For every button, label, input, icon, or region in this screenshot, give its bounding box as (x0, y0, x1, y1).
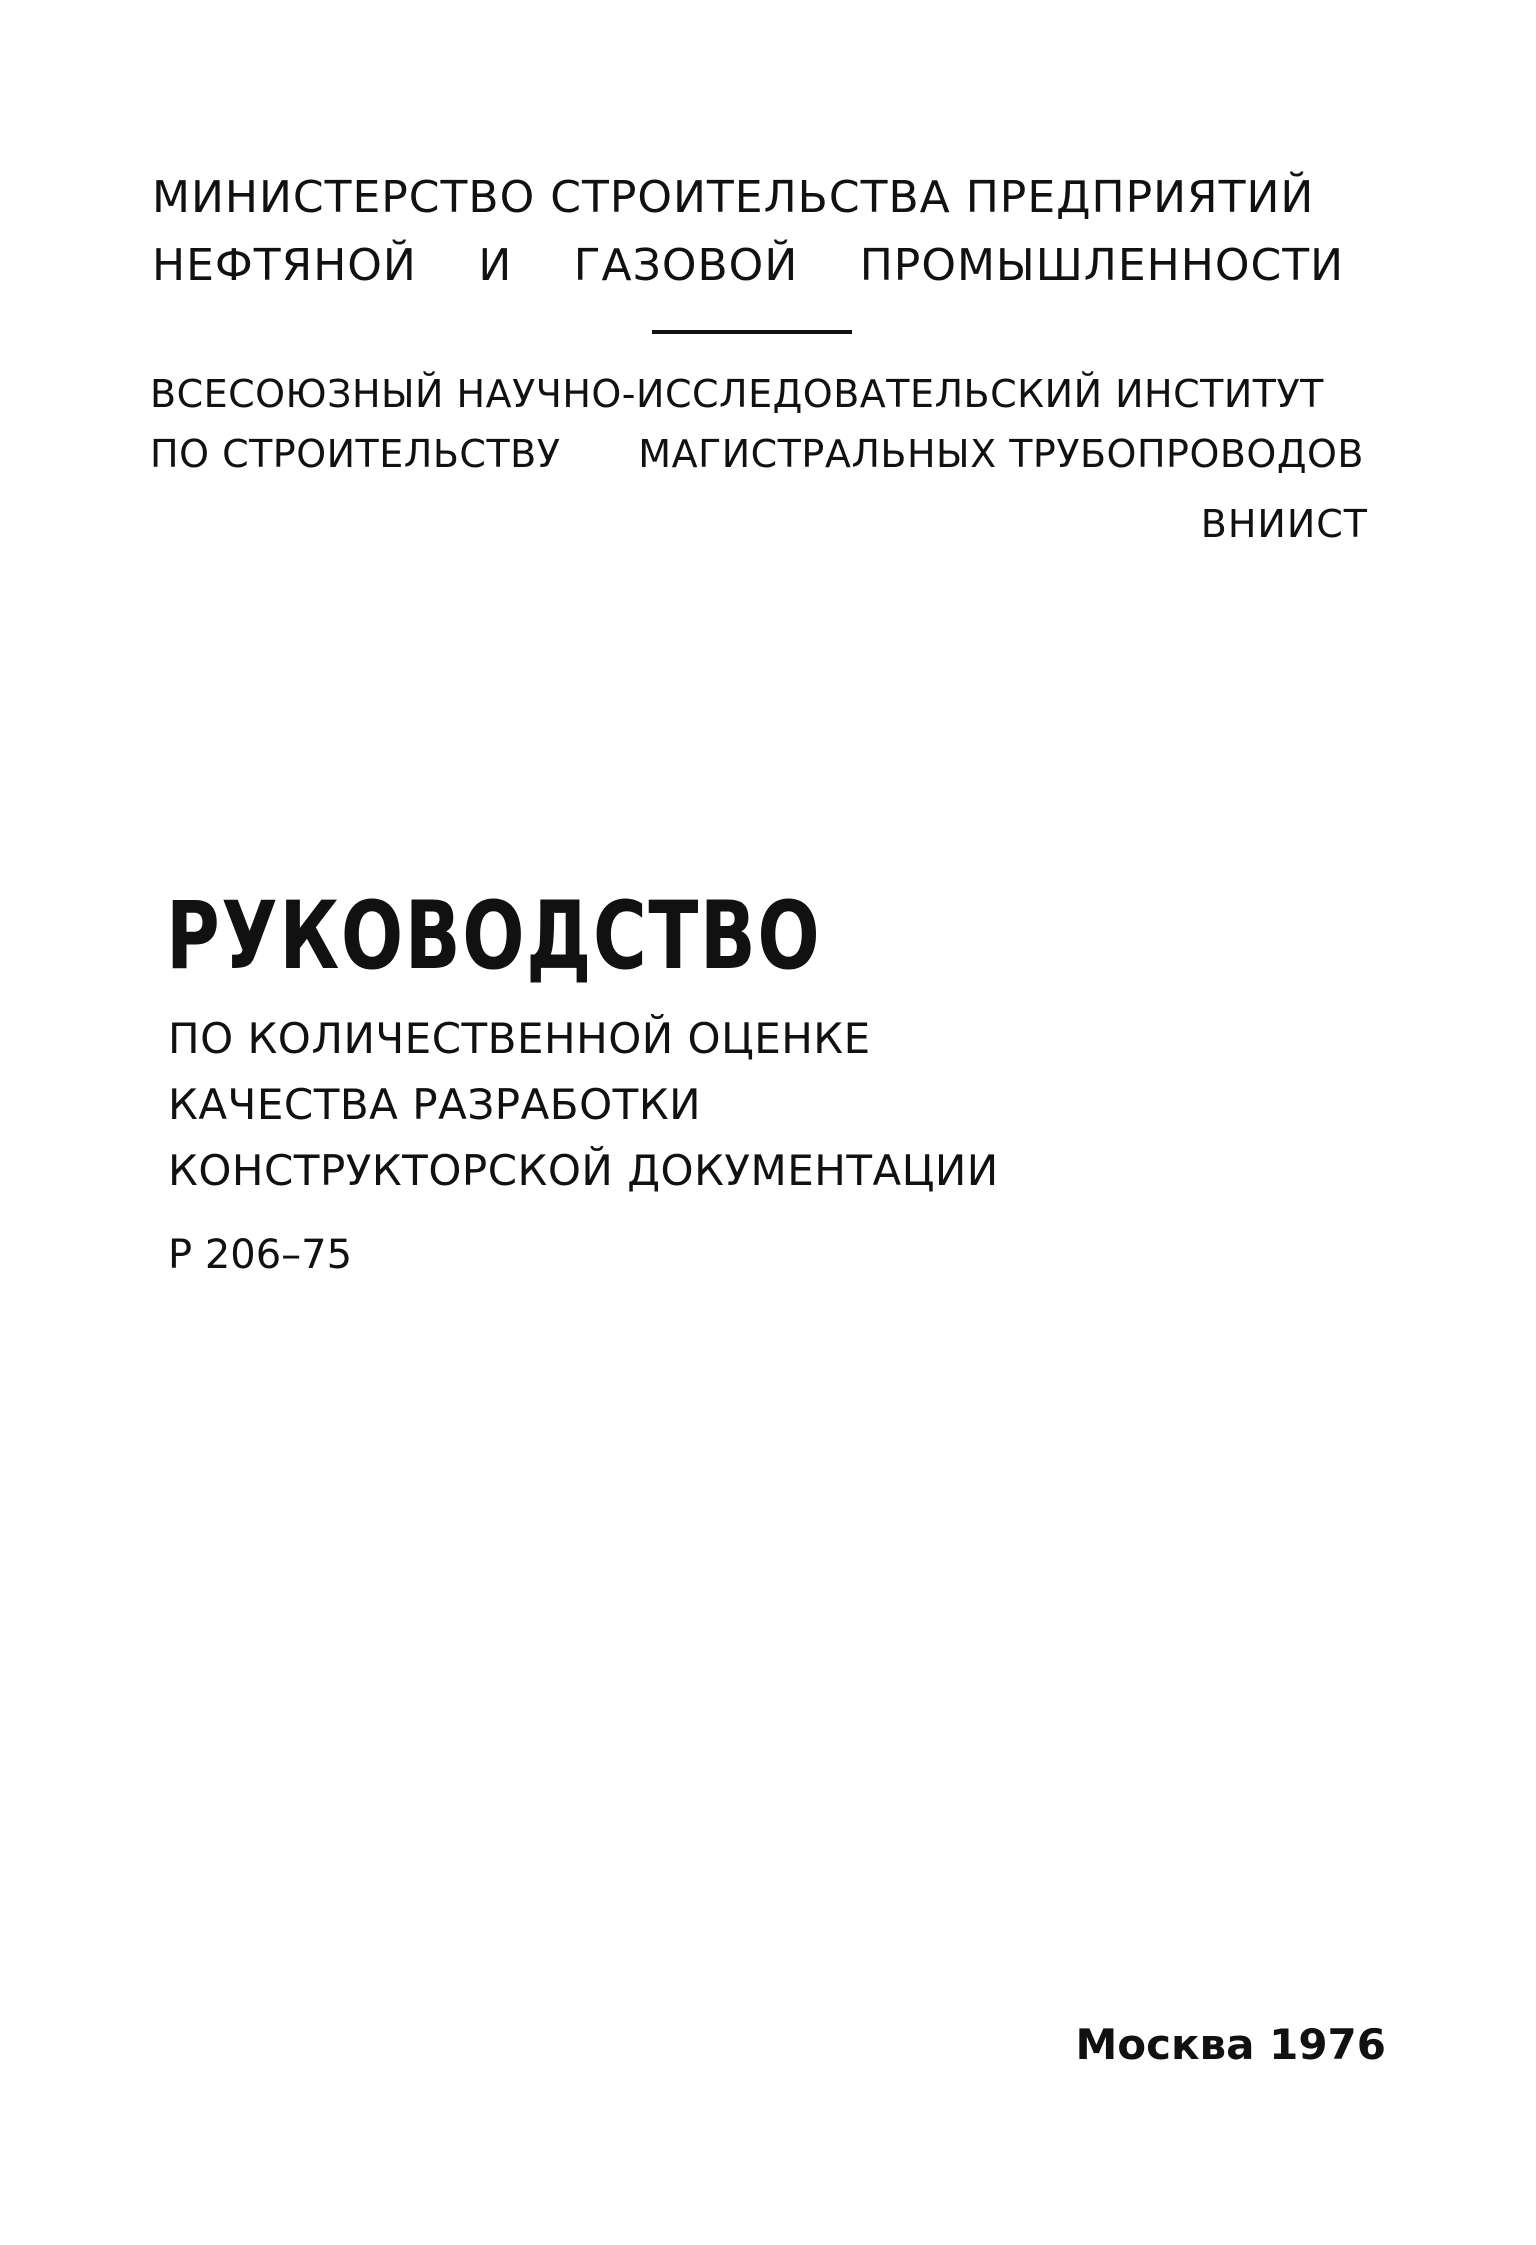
subtitle-line-1: ПО КОЛИЧЕСТВЕННОЙ ОЦЕНКЕ (168, 1014, 871, 1063)
institute-part-2: МАГИСТРАЛЬНЫХ ТРУБОПРОВОДОВ (638, 432, 1364, 476)
ministry-word-4: ПРОМЫШЛЕННОСТИ (859, 240, 1344, 291)
ministry-name-line-1: МИНИСТЕРСТВО СТРОИТЕЛЬСТВА ПРЕДПРИЯТИЙ (152, 172, 1315, 223)
institute-name-line-1: ВСЕСОЮЗНЫЙ НАУЧНО-ИССЛЕДОВАТЕЛЬСКИЙ ИНСТИТУТ (150, 372, 1324, 416)
imprint-place-year: Москва 1976 (1075, 2020, 1386, 2069)
ministry-word-3: ГАЗОВОЙ (573, 240, 799, 291)
ministry-name-line-2 (152, 240, 1344, 291)
ministry-word-1: НЕФТЯНОЙ (152, 240, 417, 291)
institute-abbreviation: ВНИИСТ (1200, 502, 1368, 546)
ministry-word-2: И (478, 240, 513, 291)
document-title: РУКОВОДСТВО (166, 882, 822, 991)
subtitle-line-3: КОНСТРУКТОРСКОЙ ДОКУМЕНТАЦИИ (168, 1146, 999, 1195)
institute-name-line-2 (150, 432, 1364, 476)
document-code: Р 206–75 (168, 1232, 353, 1278)
separator-rule (652, 330, 852, 334)
institute-part-1: ПО СТРОИТЕЛЬСТВУ (150, 432, 561, 476)
subtitle-line-2: КАЧЕСТВА РАЗРАБОТКИ (168, 1080, 702, 1129)
